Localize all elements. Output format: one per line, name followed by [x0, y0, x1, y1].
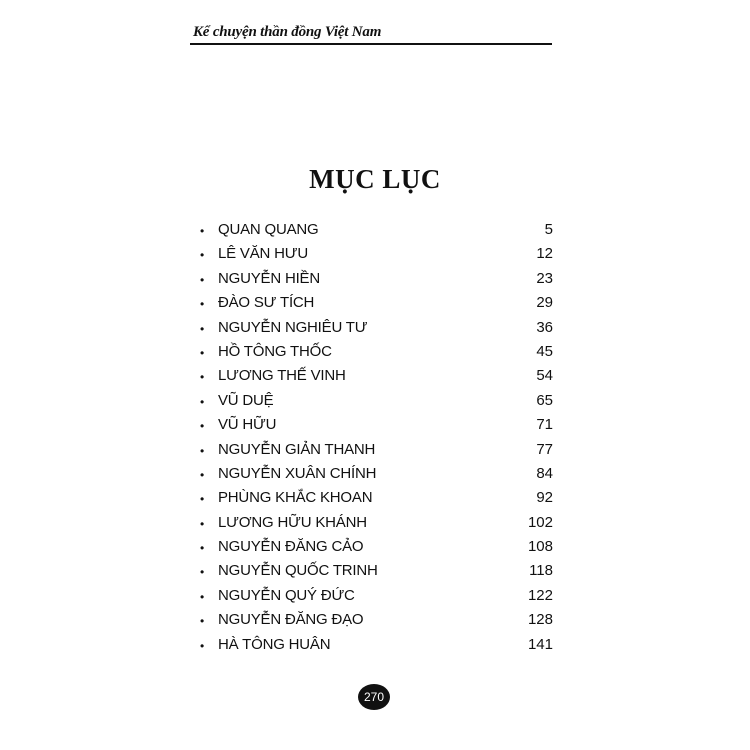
toc-item — [190, 559, 555, 583]
bullet-icon: • — [200, 272, 205, 287]
page-number-badge: 270 — [358, 684, 390, 710]
toc-item-name: LÊ VĂN HƯU — [218, 245, 308, 263]
toc-item-page: 45 — [536, 342, 553, 360]
toc-item-page: 108 — [527, 538, 553, 556]
toc-item-page: 141 — [527, 635, 553, 653]
toc-item-page: 92 — [536, 489, 553, 507]
bullet-icon: • — [200, 345, 205, 360]
toc-item-page: 84 — [536, 464, 553, 482]
toc-item — [190, 462, 555, 486]
toc-item-name: VŨ HỮU — [218, 416, 277, 434]
bullet-icon: • — [200, 589, 205, 604]
toc-item-page: 122 — [527, 586, 553, 604]
toc-item-name: NGUYỄN ĐĂNG CẢO — [218, 538, 364, 556]
toc-item — [190, 608, 555, 632]
toc-item-name: NGUYỄN GIẢN THANH — [218, 440, 376, 458]
toc-item — [190, 316, 555, 340]
bullet-icon: • — [200, 565, 205, 580]
toc-item-page: 102 — [527, 513, 553, 531]
toc-list — [190, 218, 555, 657]
toc-item-name: LƯƠNG HỮU KHÁNH — [218, 513, 367, 531]
toc-item — [190, 389, 555, 413]
toc-item — [190, 438, 555, 462]
toc-item-name: NGUYỄN NGHIÊU TƯ — [218, 318, 368, 336]
toc-item — [190, 364, 555, 388]
toc-item — [190, 633, 555, 657]
bullet-icon: • — [200, 492, 205, 507]
toc-item — [190, 413, 555, 437]
toc-item — [190, 267, 555, 291]
bullet-icon: • — [200, 443, 205, 458]
bullet-icon: • — [200, 467, 205, 482]
bullet-icon: • — [200, 248, 205, 263]
toc-item-page: 71 — [536, 416, 553, 434]
bullet-icon: • — [200, 297, 205, 312]
toc-item-page: 54 — [536, 367, 553, 385]
running-header-title: Kể chuyện thần đồng Việt Nam — [193, 24, 382, 40]
toc-item-page: 77 — [536, 440, 553, 458]
header-divider — [190, 43, 552, 45]
toc-item-page: 128 — [527, 611, 553, 629]
toc-item-page: 12 — [536, 245, 553, 263]
toc-item — [190, 218, 555, 242]
toc-item-name: VŨ DUỆ — [218, 391, 274, 409]
toc-item-name: NGUYỄN XUÂN CHÍNH — [218, 464, 377, 482]
bullet-icon: • — [200, 370, 205, 385]
toc-item — [190, 584, 555, 608]
toc-item-name: ĐÀO SƯ TÍCH — [218, 294, 315, 312]
bullet-icon: • — [200, 321, 205, 336]
toc-item-page: 65 — [536, 391, 553, 409]
toc-item — [190, 242, 555, 266]
toc-item-name: QUAN QUANG — [218, 221, 319, 238]
toc-item — [190, 291, 555, 315]
bullet-icon: • — [200, 614, 205, 629]
toc-item-page: 36 — [536, 318, 553, 336]
bullet-icon: • — [200, 516, 205, 531]
toc-item — [190, 486, 555, 510]
toc-item-name: NGUYỄN QUỐC TRINH — [218, 562, 378, 580]
toc-item-name: NGUYỄN HIỀN — [218, 269, 320, 287]
toc-item — [190, 535, 555, 559]
toc-item-name: NGUYỄN ĐĂNG ĐẠO — [218, 611, 364, 629]
bullet-icon: • — [200, 541, 205, 556]
toc-item-name: HÀ TÔNG HUÂN — [218, 635, 331, 653]
toc-item-page: 23 — [536, 269, 553, 287]
bullet-icon: • — [200, 419, 205, 434]
bullet-icon: • — [200, 394, 205, 409]
toc-item-name: NGUYỄN QUÝ ĐỨC — [218, 586, 355, 604]
toc-item-name: PHÙNG KHẮC KHOAN — [218, 489, 373, 507]
bullet-icon: • — [200, 224, 205, 238]
toc-item — [190, 340, 555, 364]
toc-item-name: LƯƠNG THẾ VINH — [218, 367, 346, 385]
toc-item-page: 29 — [536, 294, 553, 312]
toc-item-page: 5 — [544, 221, 553, 238]
toc-item — [190, 511, 555, 535]
toc-heading: MỤC LỤC — [309, 164, 441, 194]
bullet-icon: • — [200, 638, 205, 653]
toc-item-name: HỒ TÔNG THỐC — [218, 342, 332, 360]
toc-item-page: 118 — [529, 562, 553, 580]
